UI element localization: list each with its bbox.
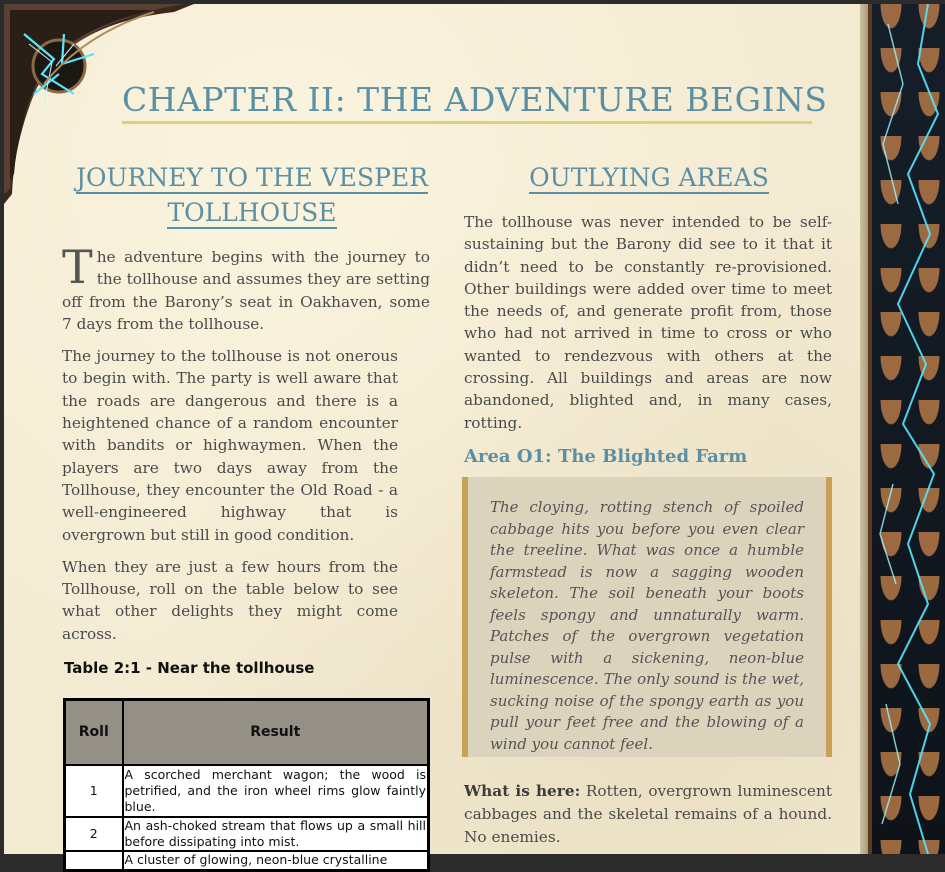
table-caption: Table 2:1 - Near the tollhouse xyxy=(64,659,315,677)
what-is-here-label: What is here: xyxy=(464,782,581,800)
left-column xyxy=(62,240,430,655)
section-title-outlying-text: OUTLYING AREAS xyxy=(529,163,769,192)
section-title-journey-text: JOURNEY TO THE VESPER TOLLHOUSE xyxy=(75,163,429,227)
result-cell: A scorched merchant wagon; the wood is petrified, and the iron wheel rims glow faintly blue. xyxy=(123,765,429,817)
roll-cell: 2 xyxy=(65,817,123,851)
result-cell: An ash-choked stream that flows up a small hill before dissipating into mist. xyxy=(123,817,429,851)
drop-cap: T xyxy=(62,240,93,294)
roll-cell: 1 xyxy=(65,765,123,817)
header-result: Result xyxy=(123,700,429,765)
outlying-paragraph: The tollhouse was never intended to be self-sustaining but the Barony did see to it that it didn’t need to be constantly re-provisioned. Other buildings were added over time to meet the needs of, and generate profit from, those who had not arrived in time to cross or who wanted to rendezvous with others at the crossing. All buildings and areas are now abandoned, blighted and, in many cases, rotting. xyxy=(464,213,832,432)
lightning-border-art xyxy=(868,4,945,854)
encounter-table xyxy=(63,698,430,872)
right-column xyxy=(464,211,832,444)
table-header-row xyxy=(65,700,429,765)
area-title: Area O1: The Blighted Farm xyxy=(464,446,748,467)
table-intro-paragraph: When they are just a few hours from the Tollhouse, roll on the table below to see what other delights they might come across. xyxy=(62,557,398,643)
read-aloud-box: The cloying, rotting stench of spoiled cabbage hits you before you even clear the treeline. What was once a humble farmstead is now a sagging wooden skeleton. The soil beneath your boots feels spongy and unnaturally warm. Patches of the overgrown vegetation pulse with a sickening, neon-blue luminescence. The only sound is the wet, sucking noise of the spongy earth as you pull your feet free and the blowing of a wind you cannot feel. xyxy=(462,477,832,757)
header-roll: Roll xyxy=(65,700,123,765)
chapter-title: CHAPTER II: THE ADVENTURE BEGINS xyxy=(122,80,812,124)
roll-cell xyxy=(65,851,123,871)
intro-paragraph xyxy=(62,240,430,335)
page xyxy=(4,4,945,868)
intro-text: he adventure begins with the journey to the tollhouse and assumes they are setting off from the Barony’s seat in Oakhaven, some 7 days from the tollhouse. xyxy=(62,248,430,333)
section-title-journey xyxy=(64,160,440,230)
border-rule xyxy=(860,4,868,854)
table-row xyxy=(65,851,429,871)
table-row xyxy=(65,817,429,851)
what-is-here xyxy=(464,780,832,849)
result-cell: A cluster of glowing, neon-blue crystalline xyxy=(123,851,429,871)
journey-paragraph: The journey to the tollhouse is not onerous to begin with. The party is well aware that the roads are dangerous and there is a heightened chance of a random encounter with bandits or highwaymen. When the players are two days away from the Tollhouse, they encounter the Old Road - a well-engineered highway that is overgrown but still in good condition. xyxy=(62,347,398,544)
what-is-here-text: Rotten, overgrown luminescent cabbages and the skeletal remains of a hound. No enemies. xyxy=(464,782,832,846)
table-row xyxy=(65,765,429,817)
section-title-outlying xyxy=(464,160,834,195)
